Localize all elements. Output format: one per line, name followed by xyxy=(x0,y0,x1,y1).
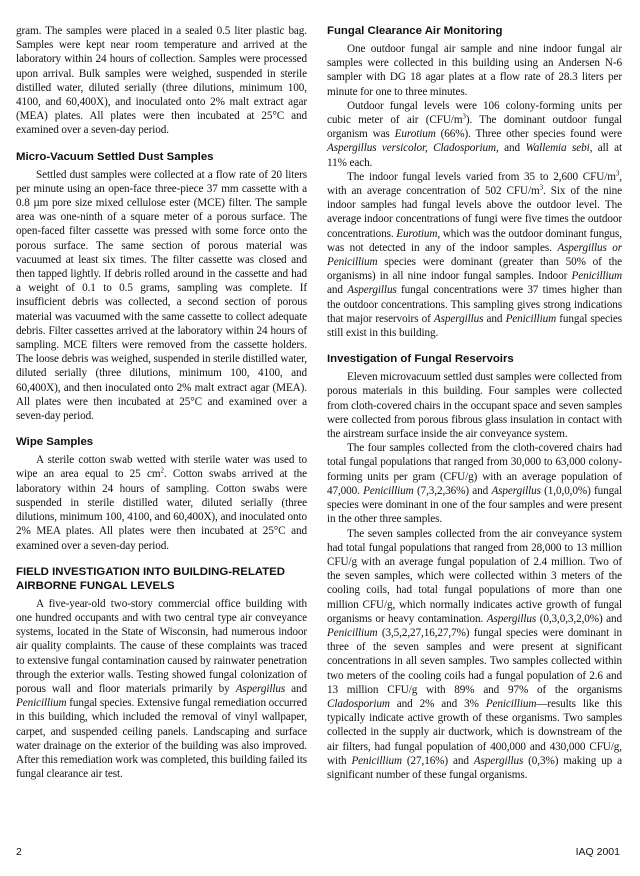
journal-footer: IAQ 2001 xyxy=(575,846,620,858)
heading-fungal-clearance: Fungal Clearance Air Monitoring xyxy=(327,25,503,37)
paragraph-chair-samples: The four samples collected from the cloth-covered chairs had total fungal populations that ranged from 30,000 to 63,000 colony-forming units per gram (CFU/g) with an average population of 47,000. Penicillium (7,3,2,36%) and Aspergillus (1,0,0,0%) fungal species were dominant in one of the four samples and were present in the other three samples. xyxy=(327,442,622,526)
heading-micro-vacuum: Micro-Vacuum Settled Dust Samples xyxy=(16,150,214,163)
heading-wipe-samples: Wipe Samples xyxy=(16,436,94,449)
left-column xyxy=(16,24,307,781)
right-column xyxy=(327,24,622,782)
page-number: 2 xyxy=(16,846,22,858)
heading-fungal-reservoirs: Investigation of Fungal Reservoirs xyxy=(327,353,514,366)
paragraph-reservoir-samples: Eleven microvacuum settled dust samples were collected from porous materials in this building. Four samples were collected from cloth-covered chairs in the occupant space and seven samples were collected from porous fibrous glass insulation in contact with the airstream surface inside the air conveyance system. xyxy=(327,371,622,441)
paragraph-outdoor-levels: Outdoor fungal levels were 106 colony-forming units per cubic meter of air $(CFU/m^3)$. The dominant outdoor fungal organism was Eurotium (66%). Three other species found were Aspergillus versicolor, Cladosporium, and Wallemia sebi, all at 11% each. xyxy=(327,99,623,169)
paragraph-indoor-levels: The indoor fungal levels varied from 35 to 2,600 CFU/$m^3$, with an average concentration of 502 CFU/$m^3$. Six of the nine indoor samples had fungal levels above the outdoor level. The average indoor concentrations of fungi were five times the outdoor concentrations. Eurotium, which was the outdoor dominant fungus, was not detected in any of the indoor samples. Aspergillus or Penicillium species were dominant (greater than 50% of the organisms) in all nine indoor fungal samples. Indoor Penicillium and Aspergillus fungal concentrations were 37 times higher than the outdoor concentrations. This sampling gives strong indications that major reservoirs of Aspergillus and Penicillium fungal species still exist in this building. xyxy=(327,169,623,340)
heading-field-investigation: FIELD INVESTIGATION INTO BUILDING-RELATED AIRBORNE FUNGAL LEVELS xyxy=(16,565,285,592)
paragraph-field-investigation: A five-year-old two-story commercial office building with one hundred occupants and with two central type air conveyance systems, located in the State of Wisconsin, had numerous indoor air quality complaints. The cause of these complaints was traced to extensive fungal contamination caused by rainwater penetration through the exterior walls. Testing showed fungal colonization of porous wall and floor materials primarily by Aspergillus and Penicillium fungal species. Extensive fungal remediation occurred in this building, which included the removal of vinyl wallpaper, carpet, and suspended ceiling panels. Landscaping and surface water drainage on the exterior of the building was also improved. After this remediation work was completed, this building failed its fungal clearance air test. xyxy=(16,597,307,781)
paragraph-bulk-samples-cont: gram. The samples were placed in a sealed 0.5 liter plastic bag. Samples were kept near room temperature and arrived at the laboratory within 24 hours of collection. Samples were processed upon arrival. Bulk samples were weighed, suspended in sterile distilled water, diluted serially (three dilutions, minimum 100, 4100, and 60,400X), and inoculated onto 2% malt extract agar (MEA) plates. All plates were then incubated at 25°C and examined over a seven-day period. xyxy=(16,25,307,137)
paragraph-clearance-sampling: One outdoor fungal air sample and nine indoor fungal air samples were collected in this building using an Andersen N-6 sampler with DG 18 agar plates at a flow rate of 28.3 liters per minute for one to three minutes. xyxy=(327,43,622,98)
paragraph-wipe-samples: A sterile cotton swab wetted with sterile water was used to wipe an area equal to 25 $cm^2$. Cotton swabs arrived at the laboratory within 24 hours of sampling. Cotton swabs were suspended in sterile distilled water, diluted serially (three dilutions, minimum 100, 4100, and 60,400X), and inoculated onto 2% MEA plates. All plates were then incubated at 25°C and examined over a seven-day period. xyxy=(16,454,308,552)
paragraph-air-conveyance-samples: The seven samples collected from the air conveyance system had total fungal populations that ranged from 28,000 to 13 million CFU/g with an average fungal population of 2.4 million. Two of the seven samples, which were collected within 3 meters of the cooling coils, had total fungal populations of more than one million CFU/g, which normally indicates active growth of fungal organisms or heavy contamination. Aspergillus (0,3,0,3,2,0%) and Penicillium (3,5,2,27,16,27,7%) fungal species were dominant in three of the seven samples and were present at significant concentrations in all seven samples. Two samples collected within two meters of the cooling coils had a fungal population of 2.6 and 13 million CFU/g with 89% and 97% of the organisms Cladosporium and 2% and 3% Penicillium—results like this typically indicate active growth of these organisms. Two samples collected in the supply air ductwork, which is downstream of the air filters, had fungal population of 400,000 and 430,000 CFU/g, with Penicillium (27,16%) and Aspergillus (0,3%) making up a significant number of these fungal organisms. xyxy=(327,527,622,781)
paragraph-micro-vacuum: Settled dust samples were collected at a flow rate of 20 liters per minute using an open-face three-piece 37 mm cassette with a 0.8 µm pore size mixed cellulose ester (MCE) filter. The sample area was one-ninth of a square meter of a porous surface. The open-faced filter cassette was pressed with some force onto the porous surface. The same section of porous material was vacuumed at least six times. The filter cassette was closed and then tapped lightly. If debris rolled around in the cassette and had a weight of 0.1 to 0.5 grams, sampling was complete. If insufficient debris was collected, a second section of porous material was vacuumed with the same cassette to collect adequate debris. Filter cassettes arrived at the laboratory within 24 hours of sampling. MCE filters were removed from the cassette holders. The loose debris was weighed, suspended in sterile distilled water, diluted serially (three dilutions, minimum 100, 4100, and 60,400X), and then inoculated onto 2% malt extract agar (MEA). All plates were then incubated at 25°C and examined over a seven-day period. xyxy=(16,168,307,423)
